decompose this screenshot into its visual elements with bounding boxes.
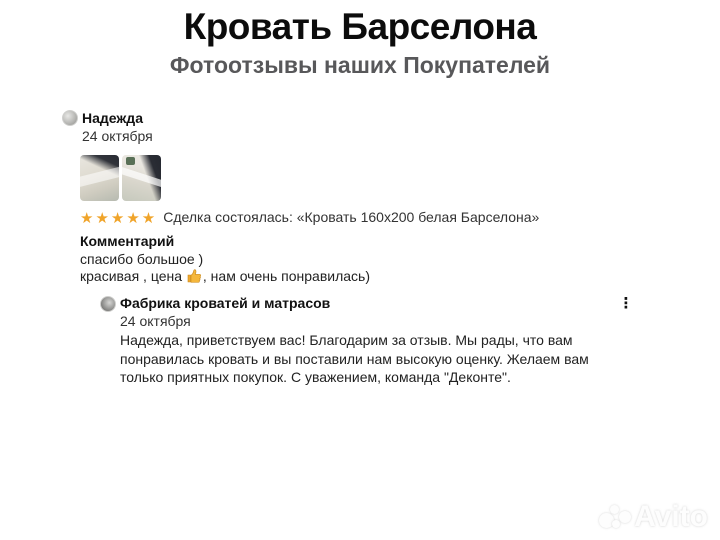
comment-text-before-emoji: красивая , цена: [80, 268, 186, 284]
thumbs-up-emoji: [187, 269, 202, 283]
kebab-menu-icon[interactable]: ⋮: [618, 295, 634, 312]
review-photo-thumbnail-1[interactable]: [80, 155, 119, 201]
comment-text-line-2: [80, 268, 370, 284]
avito-logo-icon: [598, 500, 632, 534]
avito-watermark-text: Avito: [634, 500, 708, 533]
comment-text-after-emoji: , нам очень понравилась): [202, 268, 371, 284]
reviewer-avatar: [62, 110, 78, 126]
page-title: Кровать Барселона: [183, 6, 537, 47]
avito-watermark: [598, 500, 708, 534]
reply-date: 24 октября: [120, 313, 191, 329]
reply-text: Надежда, приветствуем вас! Благодарим за отзыв. Мы рады, что вам понравилась кровать и вы поставили нам высокую оценку. Желаем вам только приятных покупок. С уважением, команда "Деконте".: [120, 332, 589, 385]
star-rating-icons: ★★★★★: [80, 210, 158, 227]
review-photo-thumbnail-2[interactable]: [122, 155, 161, 201]
seller-avatar: [100, 296, 116, 312]
reviewer-name: Надежда: [82, 110, 143, 126]
comment-text-line-1: спасибо большое ): [80, 251, 204, 267]
comment-label: Комментарий: [80, 233, 175, 249]
review-date: 24 октября: [82, 128, 153, 144]
deal-status-text: Сделка состоялась: «Кровать 160x200 белая Барселона»: [163, 209, 540, 225]
page-subtitle: Фотоотзывы наших Покупателей: [169, 52, 551, 78]
rating-row: [80, 209, 539, 227]
seller-name: Фабрика кроватей и матрасов: [120, 295, 331, 311]
